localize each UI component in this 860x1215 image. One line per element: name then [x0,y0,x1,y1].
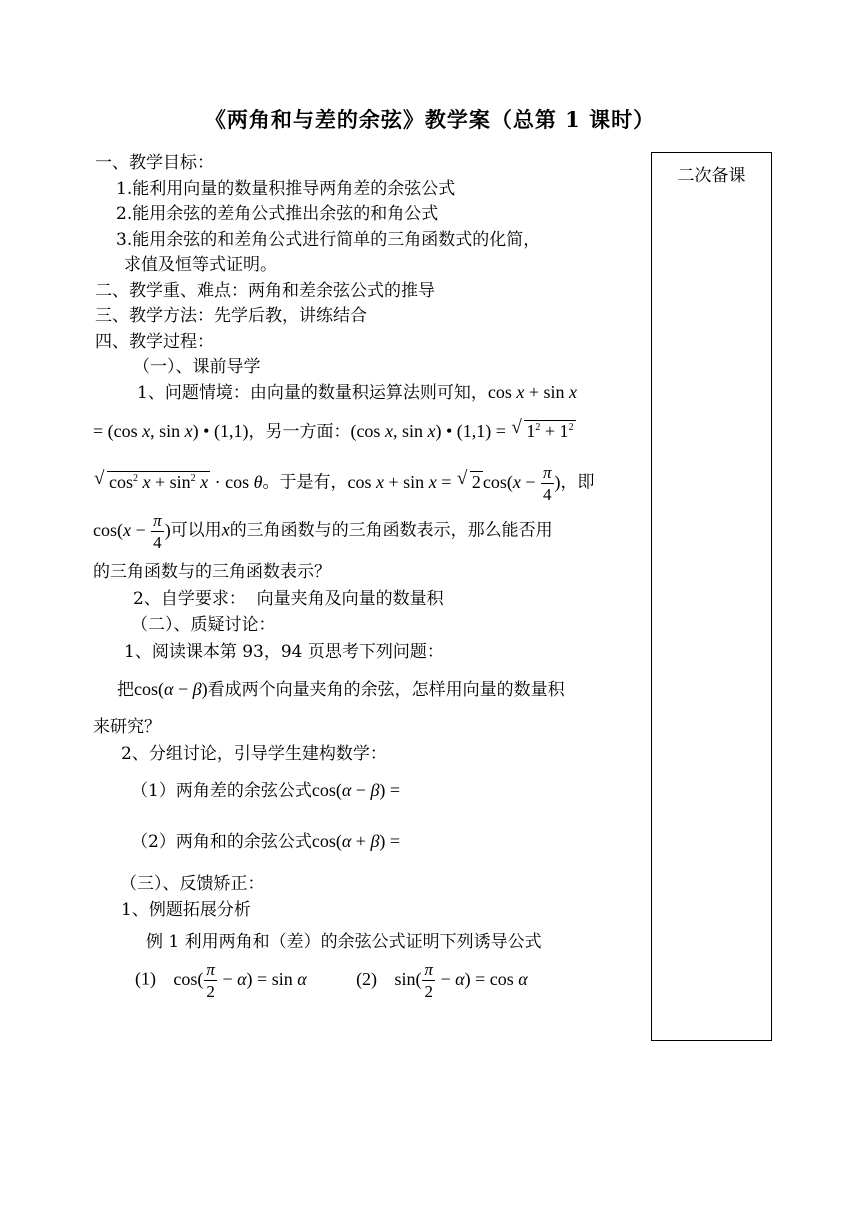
part3-heading: （三）、反馈矫正： [120,874,265,894]
self-study-label: 2、自学要求： [133,589,246,609]
identity-formulas-line [135,961,528,1000]
side-notes-box [651,152,772,1041]
self-study-text: 向量夹角及向量的数量积 [256,589,444,609]
group-discussion-text: 2、分组讨论，引导学生建构数学： [121,744,387,764]
formula-result: cos x + sin x = √ 2 cos(x − $\frac{\pi}{4}$ ) [348,472,561,492]
part1-heading: （一）、课前导学 [133,357,261,377]
side-notes-label: 二次备课 [677,166,746,186]
view-as-text: 看成两个向量夹角的余弦，怎样用向量的数量积 [207,680,565,700]
line-end2-text: 的三角函数表示？ [195,562,331,582]
so-have-text: 。于是有， [262,472,348,493]
var-x: x [221,519,230,540]
objective-2: 2.能用余弦的差角公式推出余弦的和角公式 [116,204,439,224]
another-aspect-text: ，另一方面： [248,422,351,442]
formula-cos-alpha-minus-beta: cos(α − β) [134,679,208,699]
express-question-line-2 [93,557,331,582]
study-text: 来研究？ [93,717,161,737]
formula-sum-line [131,827,400,852]
section-key-points: 二、教学重、难点：两角和差余弦公式的推导 [95,281,435,301]
example-analysis-label: 1、例题拓展分析 [121,900,251,920]
formula-difference-line [131,776,400,801]
can-express-text: 可以用 [170,520,222,541]
identity-2: sin( $\frac{\pi}{2}$ − α) = cos α [394,960,528,1001]
identity-2-number: (2) [356,968,378,989]
self-study-line [133,584,444,609]
express-question-line [93,512,553,551]
formula-cos-x-minus-pi4: cos(x − $\frac{\pi}{4}$ ) [93,511,171,552]
identity-1-number: (1) [135,968,156,989]
identity-1: cos( $\frac{\pi}{2}$ − α) = sin α [173,960,307,1001]
problem-situation-line [137,378,577,403]
sum-formula-label: （2）两角和的余弦公式 [131,832,312,852]
difference-formula-label: （1）两角差的余弦公式 [131,781,312,801]
example-1-text: 例 1 利用两角和（差）的余弦公式证明下列诱导公式 [146,932,542,952]
x-trig-text: 的三角函数与 [229,520,332,541]
line-end-text: 的三角函数与 [93,562,195,582]
view-as-angle-line [117,675,565,700]
trig-express-text: 的三角函数表示，那么能否用 [331,520,553,541]
ba-text: 把 [117,680,134,700]
section-objectives-heading: 一、教学目标： [95,153,214,173]
formula-cos-sum: cos(α + β) = [311,831,401,851]
part2-heading: （二）、质疑讨论： [131,615,276,635]
objective-1: 1.能利用向量的数量积推导两角差的余弦公式 [116,179,456,199]
formula-cos-diff: cos(α − β) = [311,780,401,800]
problem-intro: 1、问题情境：由向量的数量积运算法则可知， [137,383,488,403]
formula-dot-product-2: (cos x, sin x) • (1,1) = √ $1^2 + 1^2$ [350,421,575,441]
ji-text: ，即 [560,472,595,493]
formula-magnitude: √ $\cos^2 x + \sin^2 x \cdot \cos \theta$ [93,472,263,492]
page-title: 《两角和与差的余弦》教学案（总第 1 课时） [204,107,656,132]
section-process: 四、教学过程： [95,332,214,352]
dot-product-line [93,417,576,442]
read-textbook-text: 1、阅读课本第 93，94 页思考下列问题： [124,642,444,662]
objective-3: 3.能用余弦的和差角公式进行简单的三角函数式的化简， [116,230,541,250]
formula-cos-plus-sin: cos x + sin x [487,382,577,402]
magnitude-line [93,464,595,503]
objective-3-continued: 求值及恒等式证明。 [124,255,277,275]
section-methods: 三、教学方法：先学后教，讲练结合 [95,306,367,326]
formula-dot-product: = (cos x, sin x) • (1,1) [93,421,249,441]
